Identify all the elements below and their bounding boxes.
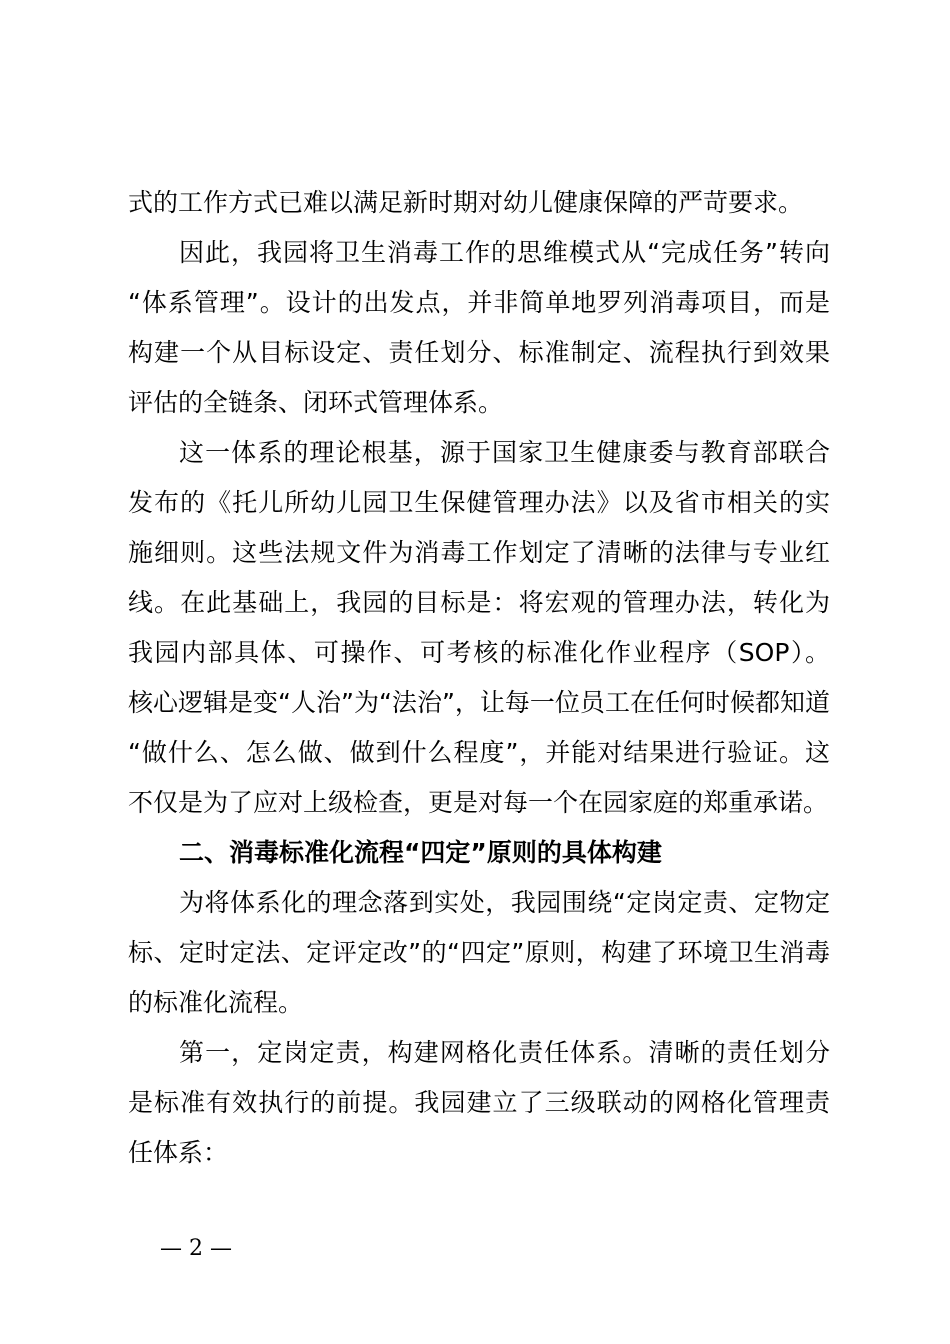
document-body	[128, 178, 830, 1178]
text-line: 因此，我园将卫生消毒工作的思维模式从“完成任务”转向	[179, 238, 830, 267]
text-line: “体系管理”。设计的出发点，并非简单地罗列消毒项目，而是	[128, 288, 830, 317]
text-line: “做什么、怎么做、做到什么程度”，并能对结果进行验证。这	[128, 738, 830, 767]
text-line: 是标准有效执行的前提。我园建立了三级联动的网格化管理责	[128, 1088, 830, 1117]
text-line: 线。在此基础上，我园的目标是：将宏观的管理办法，转化为	[128, 588, 830, 617]
text-line: 任体系：	[128, 1138, 229, 1167]
text-line: 不仅是为了应对上级检查，更是对每一个在园家庭的郑重承诺。	[128, 788, 829, 817]
text-line: 为将体系化的理念落到实处，我园围绕“定岗定责、定物定	[179, 888, 830, 917]
text-line: 这一体系的理论根基，源于国家卫生健康委与教育部联合	[179, 438, 830, 467]
text-line: 发布的《托儿所幼儿园卫生保健管理办法》以及省市相关的实	[128, 488, 830, 517]
text-line: 核心逻辑是变“人治”为“法治”，让每一位员工在任何时候都知道	[128, 688, 830, 717]
section-heading: 二、消毒标准化流程“四定”原则的具体构建	[179, 838, 662, 867]
text-line: 第一，定岗定责，构建网格化责任体系。清晰的责任划分	[179, 1038, 830, 1067]
text-line: 构建一个从目标设定、责任划分、标准制定、流程执行到效果	[128, 338, 830, 367]
text-line: 评估的全链条、闭环式管理体系。	[128, 388, 504, 417]
text-line: 我园内部具体、可操作、可考核的标准化作业程序（SOP）。	[128, 638, 830, 667]
text-line: 式的工作方式已难以满足新时期对幼儿健康保障的严苛要求。	[128, 188, 804, 217]
page-number: — 2 —	[160, 1236, 232, 1261]
text-line: 标、定时定法、定评定改”的“四定”原则，构建了环境卫生消毒	[128, 938, 830, 967]
text-line: 的标准化流程。	[128, 988, 304, 1017]
text-line: 施细则。这些法规文件为消毒工作划定了清晰的法律与专业红	[128, 538, 830, 567]
